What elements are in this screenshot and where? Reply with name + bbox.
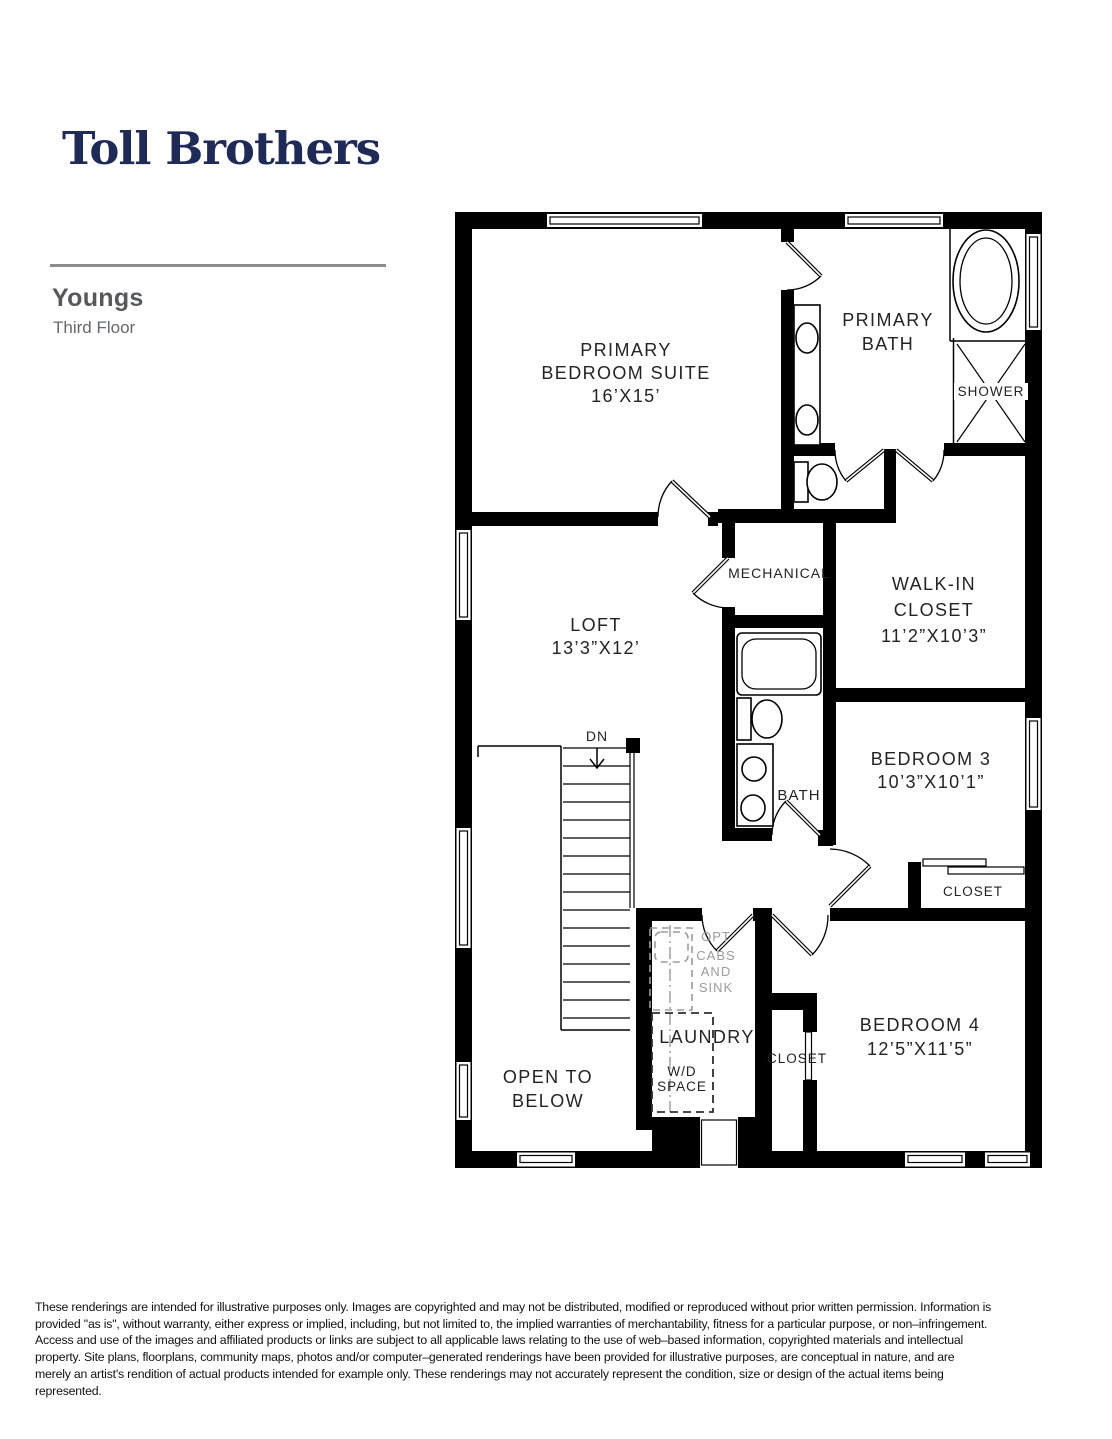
- stairs-symbol: [478, 738, 640, 1030]
- stairs-dn-label: DN: [585, 728, 609, 744]
- svg-text:13’3”X12’: 13’3”X12’: [551, 638, 641, 658]
- door-arc: [835, 450, 884, 481]
- svg-text:AND: AND: [700, 964, 732, 979]
- bathtub-symbol: [737, 633, 821, 695]
- primary-bedroom-label: PRIMARY: [580, 340, 672, 360]
- bedroom3-label: BEDROOM 3: [870, 749, 992, 769]
- door-arc: [896, 450, 944, 481]
- walk-in-closet-label: WALK-IN: [891, 574, 977, 594]
- bath-label: BATH: [777, 787, 821, 804]
- svg-text:10’3”X10’1”: 10’3”X10’1”: [877, 772, 985, 792]
- plan-title: Youngs: [52, 284, 144, 312]
- shower-label: SHOWER: [957, 384, 1025, 399]
- toilet-symbol: [737, 698, 782, 740]
- loft-label: LOFT: [570, 615, 622, 635]
- title-divider: [50, 264, 386, 267]
- door-arc: [787, 242, 821, 290]
- toilet-symbol: [794, 462, 837, 502]
- door-arc: [772, 915, 828, 955]
- floor-plan: [440, 200, 1060, 1190]
- disclaimer-text: These renderings are intended for illustrative purposes only. Images are copyrighted and may not be distributed, modified or reproduced without prior written permission. Information is provided "as is", without warranty, either express or implied, including, but not limited to, the implied warranties of merchantability, fitness for a particular purpose, or non–infringement. Access and use of the images and affiliated products or links are subject to all applicable laws relating to the use of web–based information, copyrighted materials and intellectual property. Site plans, floorplans, community maps, photos and/or computer–generated renderings have been provided for illustrative purposes, are conceptual in nature, and are merely an artist's rendition of actual products intended for example only. These renderings may not accurately represent the condition, size or design of the actual items being represented.: [35, 1300, 992, 1398]
- open-to-below-label: OPEN TO: [502, 1067, 594, 1087]
- vanity-sinks-symbol: [794, 305, 820, 445]
- bedroom3-closet-label: CLOSET: [942, 884, 1004, 899]
- svg-text:BATH: BATH: [861, 334, 915, 354]
- svg-text:SPACE: SPACE: [657, 1079, 707, 1094]
- svg-text:16’X15’: 16’X15’: [591, 386, 661, 406]
- tub-symbol: [953, 230, 1019, 332]
- laundry-label: LAUNDRY: [659, 1027, 755, 1047]
- mechanical-label: MECHANICAL: [728, 565, 830, 581]
- svg-text:SINK: SINK: [698, 980, 734, 995]
- svg-text:12’5”X11’5”: 12’5”X11’5”: [866, 1039, 974, 1059]
- primary-bath-label: PRIMARY: [842, 310, 934, 330]
- door-arc: [693, 558, 728, 608]
- door-arc: [772, 801, 820, 835]
- plan-subtitle: Third Floor: [53, 318, 136, 337]
- svg-text:W/D: W/D: [667, 1064, 697, 1079]
- opt-cabs-label: OPT: [701, 929, 731, 944]
- down-arrow-icon: [590, 748, 604, 768]
- svg-text:BEDROOM SUITE: BEDROOM SUITE: [541, 363, 711, 383]
- vanity-sinks-symbol: [737, 744, 773, 826]
- bedroom4-label: BEDROOM 4: [859, 1015, 981, 1035]
- bedroom4-closet-label: CLOSET: [766, 1051, 828, 1066]
- svg-text:CABS: CABS: [696, 948, 736, 963]
- toll-brothers-logo: Toll Brothers: [62, 122, 381, 175]
- door-arc: [830, 849, 870, 906]
- svg-text:BELOW: BELOW: [511, 1091, 585, 1111]
- door-arc: [658, 481, 710, 517]
- svg-text:CLOSET: CLOSET: [893, 600, 975, 620]
- svg-text:11’2”X10’3”: 11’2”X10’3”: [880, 626, 988, 646]
